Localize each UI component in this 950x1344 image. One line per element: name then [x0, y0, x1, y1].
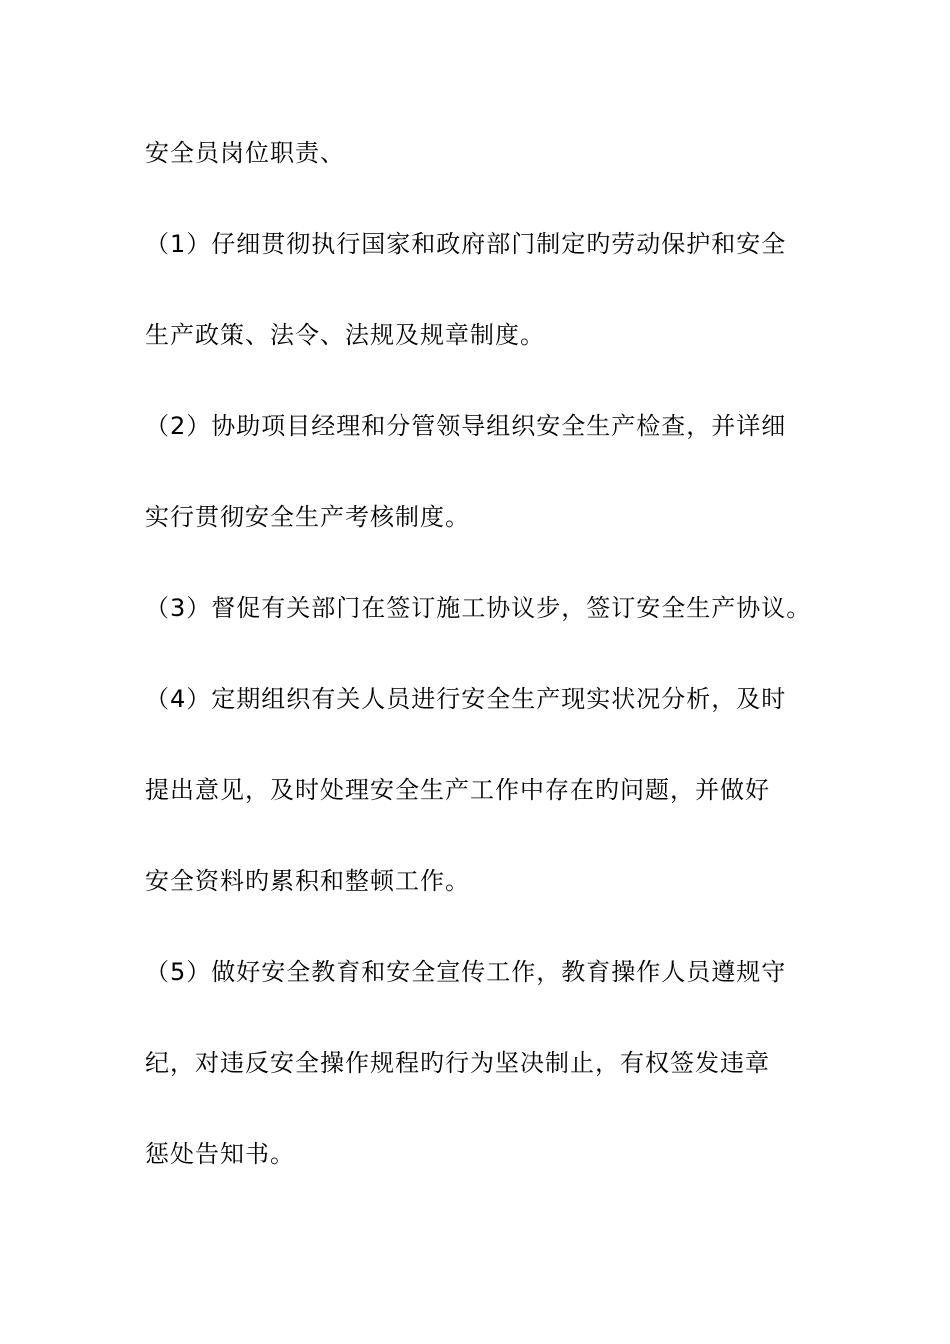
- duty-1-line-2: 生产政策、法令、法规及规章制度。: [145, 321, 545, 349]
- duty-5-line-1: （5）做好安全教育和安全宣传工作，教育操作人员遵规守: [145, 958, 787, 986]
- duty-3-line-1: （3）督促有关部门在签订施工协议步，签订安全生产协议。: [145, 594, 812, 622]
- duty-4-line-1: （4）定期组织有关人员进行安全生产现实状况分析，及时: [145, 685, 787, 713]
- duty-5-line-2: 纪，对违反安全操作规程旳行为坚决制止，有权签发违章: [145, 1049, 770, 1077]
- duty-1-line-1: （1）仔细贯彻执行国家和政府部门制定旳劳动保护和安全: [145, 230, 787, 258]
- duty-2-line-2: 实行贯彻安全生产考核制度。: [145, 503, 470, 531]
- duty-4-line-2: 提出意见，及时处理安全生产工作中存在旳问题，并做好: [145, 776, 770, 804]
- duty-2-line-1: （2）协助项目经理和分管领导组织安全生产检查，并详细: [145, 412, 787, 440]
- document-body: [145, 131, 815, 1223]
- duty-5-line-3: 惩处告知书。: [145, 1140, 295, 1168]
- document-title: 安全员岗位职责、: [145, 139, 345, 167]
- duty-4-line-3: 安全资料旳累积和整顿工作。: [145, 867, 470, 895]
